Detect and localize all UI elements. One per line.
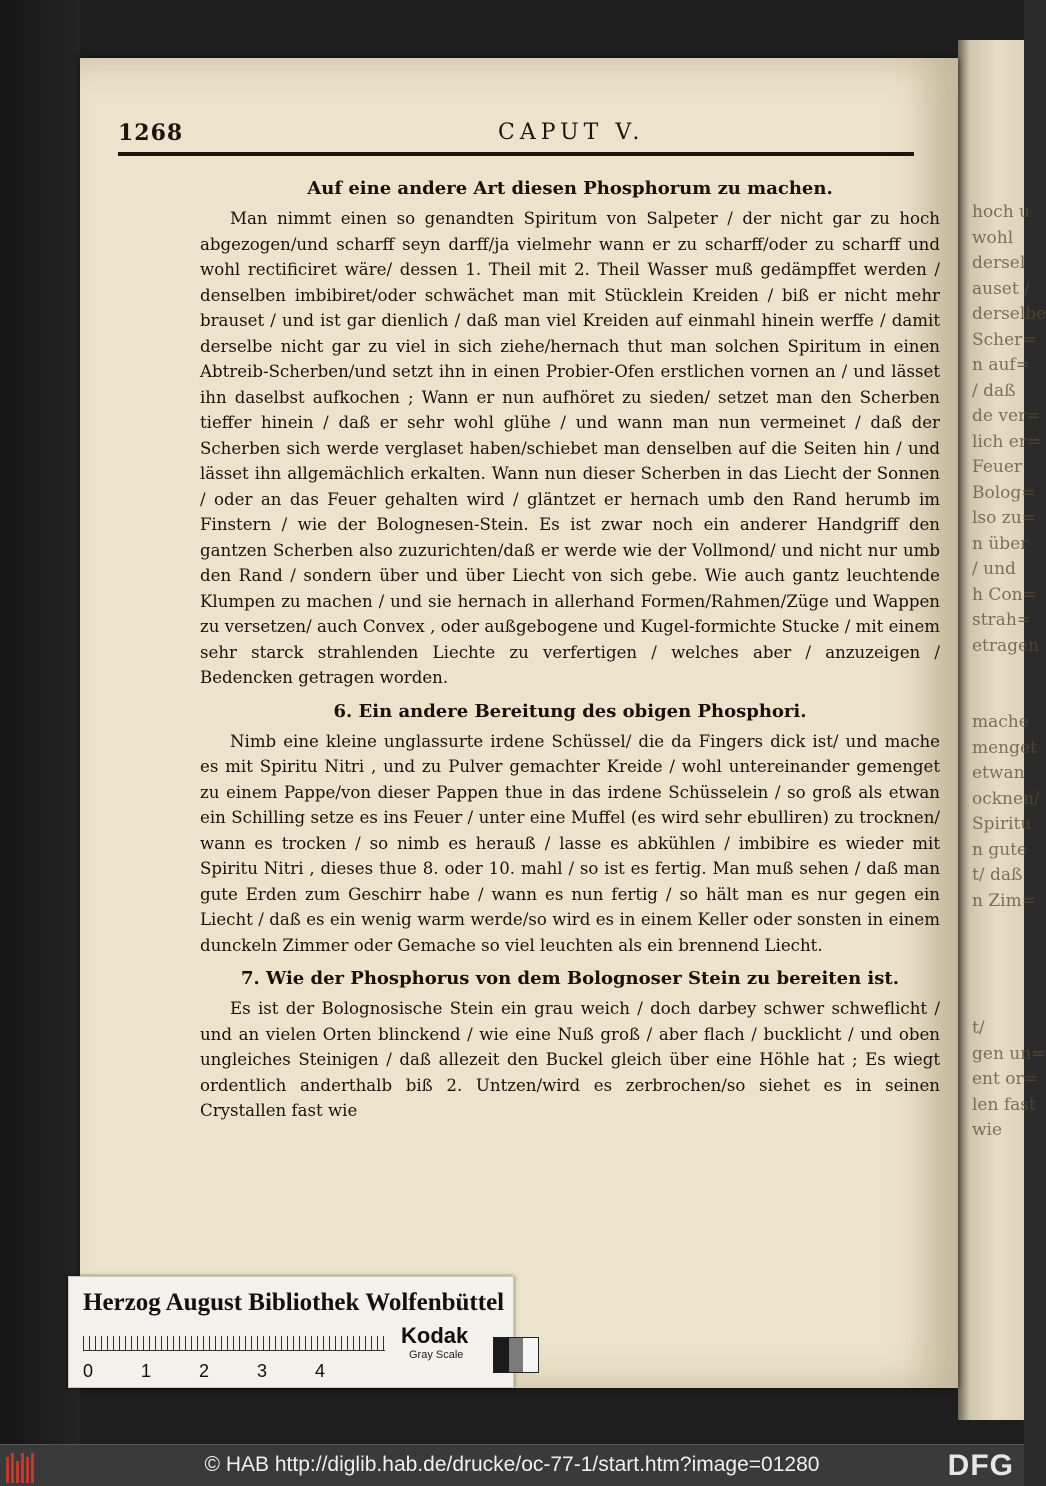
bleed-line: h Con= (972, 584, 1037, 605)
bleed-line: t/ daß (972, 865, 1023, 885)
section-heading: 6. Ein andere Bereitung des obigen Phosphori. (333, 700, 807, 722)
left-margin-shadow (0, 0, 80, 1444)
footer-copyright-link[interactable]: © HAB http://diglib.hab.de/drucke/oc-77-1/start.htm?image=01280 (204, 1453, 820, 1476)
facing-page-bleed-text (972, 200, 1046, 1200)
bleed-line: derselbe (972, 304, 1046, 324)
section-paragraph: Es ist der Bolognosische Stein ein grau weich / doch darbey schwer schweflicht / und an vielen Orten blinckend / wie eine Nuß groß / aber flach / bucklicht / und oben ungleiches Steinigen / daß allezeit den Buckel gleich über eine Höhle hat ; Es wiegt ordentlich anderthalb biß 2. Untzen/wird es zerbrochen/so siehet es in seinen Crystallen fast wie (200, 999, 940, 1120)
bleed-line: t/ (972, 1018, 985, 1038)
page-number: 1268 (118, 120, 184, 146)
bleed-line: Spiritu (972, 814, 1032, 834)
ruler-tick: 1 (141, 1361, 152, 1381)
bleed-line: lich er= (972, 431, 1042, 452)
library-color-target (68, 1276, 514, 1388)
section-paragraph: Nimb eine kleine unglassurte irdene Schüssel/ die da Fingers dick ist/ und mache es mit Spiritu Nitri , und zu Pulver gemachter Kreide / wohl untereinander gemenget zu einem Pappe/von dieser Pappen thue in das irdene Schüsselein / so groß als etwan ein Schilling setze es ins Feuer / unter eine Muffel (es wird sehr ebulliren) zu trocknen/ wann es trocken / so nimb es herauß / lasse es abkühlen / imbibire es wieder mit Spiritu Nitri , dieses thue 8. oder 10. mahl / so ist es fertig. Man muß sehen / daß man gute Erden zum Geschirr habe / wann es nun fertig / so hält man es nur gegen ein Liecht / daß es ein wenig warm werde/so wird es in einem Keller oder sonsten in einem dunckeln Zimmer oder Gemache so viel leuchten als ein brennend Liecht. (200, 731, 940, 955)
bleed-line (972, 659, 1024, 685)
kodak-logo: Kodak (401, 1323, 469, 1348)
bleed-line: / und (972, 559, 1016, 579)
bleed-line: strah= (972, 610, 1032, 630)
scale-ruler (83, 1329, 385, 1351)
bleed-line: mache (972, 712, 1029, 732)
running-head: CAPUT V. (498, 120, 645, 145)
section-3 (200, 964, 940, 1124)
bleed-line (972, 991, 1024, 1017)
bleed-line: dersel (972, 253, 1026, 273)
dfg-logo: DFG (947, 1449, 1014, 1482)
section-2 (200, 697, 940, 959)
bleed-line: ocknen/ (972, 788, 1040, 809)
page-header (118, 120, 914, 156)
header-rule (118, 152, 914, 156)
section-heading: Auf eine andere Art diesen Phosphorum zu machen. (307, 178, 833, 199)
bleed-line: wohl (972, 227, 1014, 248)
bleed-line: n Zim= (972, 890, 1036, 911)
bleed-line: / daß (972, 380, 1016, 401)
bleed-line: wie (972, 1120, 1003, 1140)
bleed-line: n über (972, 533, 1029, 554)
ruler-tick: 2 (199, 1361, 210, 1381)
bleed-line: n gute (972, 839, 1028, 860)
bleed-line (972, 685, 1024, 711)
footer-bar (0, 1444, 1024, 1486)
bleed-line: auset / (972, 278, 1030, 299)
bleed-line: gen un= (972, 1043, 1046, 1064)
bleed-line: etragen (972, 635, 1040, 656)
bleed-line: menget (972, 737, 1037, 758)
body-text (200, 170, 940, 1130)
section-heading: 7. Wie der Phosphorus von dem Bolognoser Stein zu bereiten ist. (241, 968, 899, 989)
bleed-line (972, 940, 1024, 966)
section-paragraph: Man nimmt einen so genandten Spiritum von Salpeter / der nicht gar zu hoch abgezogen/und scharff seyn darff/ja vielmehr wann er zu scharff/oder zu scharff und wohl rectificiret wäre/ dessen 1. Theil mit 2. Theil Wasser muß gedämpffet werden / denselben imbibiret/oder schwächet man mit Stücklein Kreiden / biß er nicht mehr brauset / und ist gar dienlich / daß man viel Kreiden auf einmahl hinein werffe / damit derselbe nicht gar zu viel in sich ziehe/hernach thut man solchen Spiritum in einen Abtreib-Scherben/und setzt ihn in einen Probier-Ofen erstlichen vornen an / und lässet ihn daselbst aufkochen ; Wann er nun aufhöret zu sieden/ setzet man den Scherben tieffer hinein / daß er sehr wohl glühe / und wann man nun vermeinet / daß der Scherben sich werde verglaset haben/schiebet man denselben auf die Seiten hin / und lässet ihn allgemächlich erkalten. Wann nun dieser Scherben in das Liecht der Sonnen / oder an das Feuer gehalten wird / gläntzet er hernach umb den Rand herumb im Finstern / wie der Bolognesen-Stein. Es ist zwar noch ein anderer Handgriff den gantzen Scherben also zuzurichten/daß er werde wie der Vollmond/ und nicht nur umb den Rand / sondern über und über Liecht von sich gebe. Wie auch gantz leuchtende Klumpen zu machen / und sie hernach in allerhand Formen/Rahmen/Züge und Wappen zu versetzen/ auch Convex , oder außgebogene und Kugel-formichte Stucke / mit einem sehr starck strahlenden Liechte zu verfertigen / welches aber / anzuzeigen / Bedencken getragen worden. (200, 209, 940, 687)
gray-scale-swatch (493, 1337, 539, 1373)
bleed-line: etwan (972, 763, 1025, 783)
ruler-tick: 4 (315, 1361, 326, 1381)
ruler-tick: 3 (257, 1361, 268, 1381)
bleed-line: ent or= (972, 1069, 1038, 1089)
bleed-line (972, 965, 1024, 991)
bleed-line: Bolog= (972, 482, 1036, 503)
bleed-line: lso zu= (972, 508, 1036, 528)
bleed-line: len fast (972, 1094, 1036, 1115)
bleed-line (972, 914, 1024, 940)
bleed-line: Feuer (972, 457, 1023, 477)
library-name: Herzog August Bibliothek Wolfenbüttel (83, 1289, 505, 1316)
gray-scale-label: Gray Scale (409, 1349, 464, 1361)
ruler-tick-labels (83, 1361, 385, 1383)
bleed-line: n auf= (972, 355, 1030, 375)
bleed-line: Scher= (972, 329, 1037, 350)
bleed-line: hoch u (972, 202, 1031, 222)
bleed-line: de ver= (972, 406, 1041, 426)
section-1 (200, 174, 940, 691)
ruler-tick: 0 (83, 1361, 94, 1381)
